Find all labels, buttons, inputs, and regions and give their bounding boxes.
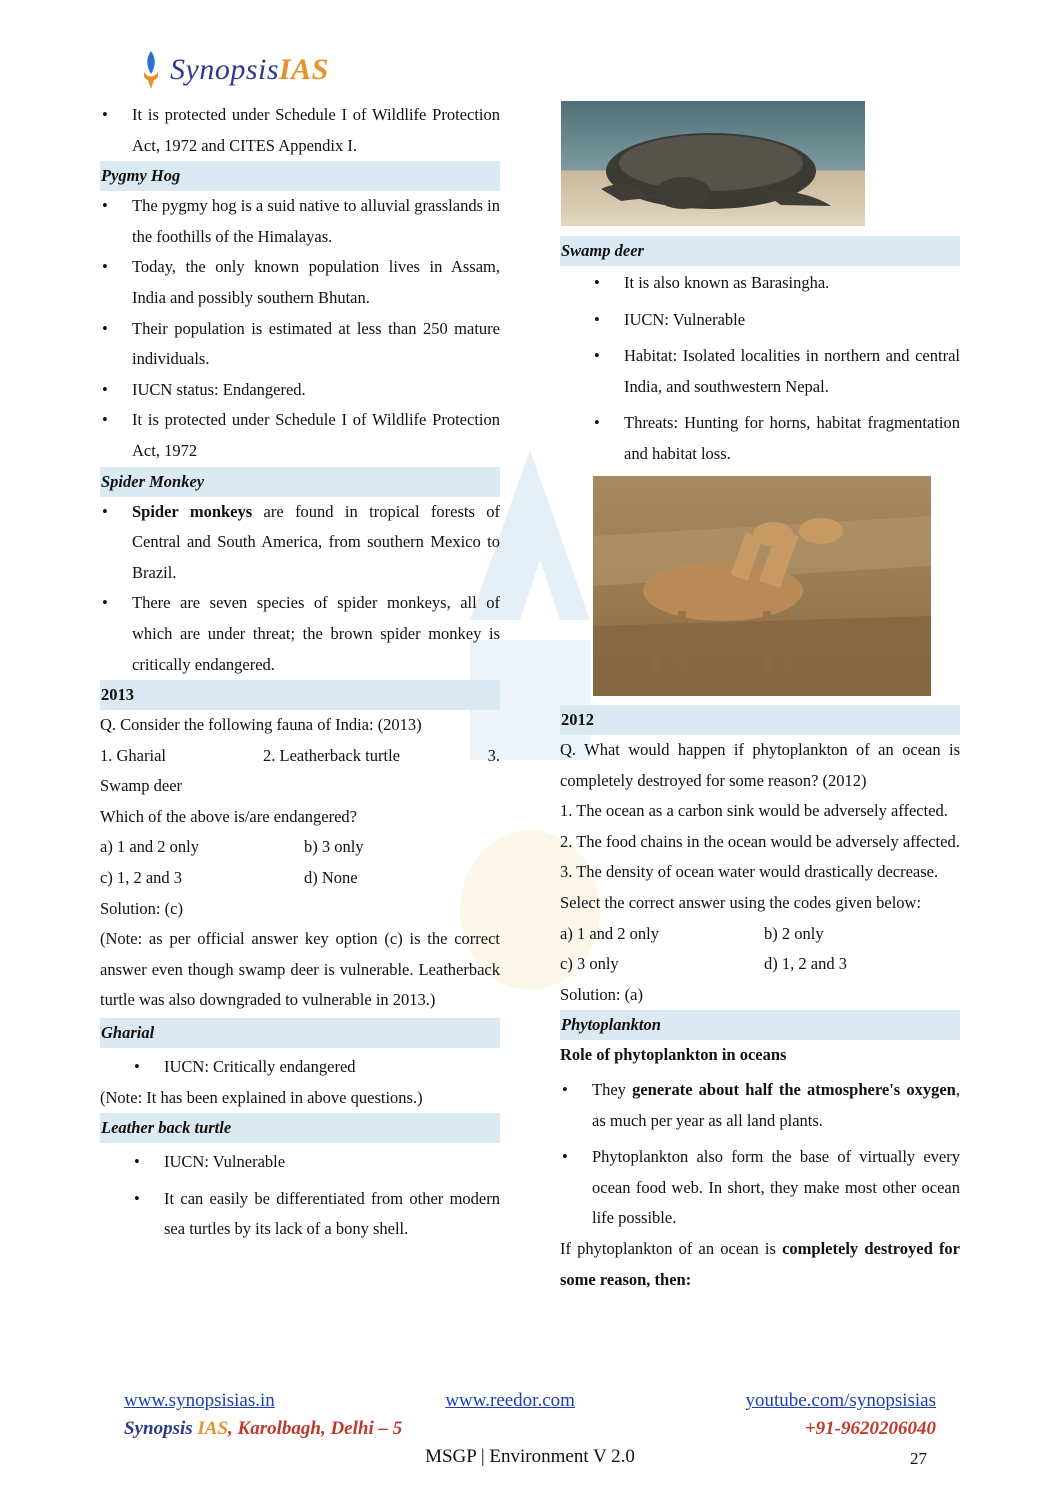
question-option-3: Swamp deer (100, 776, 183, 796)
list-item: • There are seven species of spider monkeys, all of which are under threat; the brown spider monkey is critically endangered. (100, 588, 500, 680)
list-item: • Their population is estimated at less than 250 mature individuals. (100, 314, 500, 375)
bullet-list-leather-back-turtle (100, 1147, 500, 1245)
statement-1: 1. The ocean as a carbon sink would be adversely affected. (560, 801, 948, 821)
bullet-list-spider-monkey (100, 497, 500, 681)
footer-brand: Synopsis IAS, Karolbagh, Delhi – 5 (124, 1418, 403, 1439)
section-heading-phytoplankton: Phytoplankton (560, 1010, 960, 1040)
left-column (100, 100, 500, 1251)
statement-3: 3. The density of ocean water would drastically decrease. (560, 862, 939, 882)
question-2013: Q. Consider the following fauna of India: (2013) (100, 715, 422, 735)
note-2013: (Note: as per official answer key option (c) is the correct answer even though swamp deer is vulnerable. Leatherback turtle was also downgraded to vulnerable in 2013.) (100, 929, 500, 1010)
section-heading-2012: 2012 (560, 705, 960, 735)
solution-2013: Solution: (c) (100, 898, 183, 918)
list-item: • It can easily be differentiated from other modern sea turtles by its lack of a bony shell. (100, 1184, 500, 1245)
list-item: • IUCN: Vulnerable (100, 1147, 500, 1178)
list-item: • Today, the only known population lives in Assam, India and possibly southern Bhutan. (100, 252, 500, 313)
section-heading-2013: 2013 (100, 680, 500, 710)
list-item: • Phytoplankton also form the base of virtually every ocean food web. In short, they make most other ocean life possible. (560, 1142, 960, 1234)
list-item: • IUCN: Vulnerable (560, 305, 960, 336)
solution-2012: Solution: (a) (560, 984, 643, 1004)
footer-links (124, 1390, 936, 1412)
answer-row-ab: a) 1 and 2 only b) 3 only (100, 837, 364, 857)
answer-row-cd: c) 3 only d) 1, 2 and 3 (560, 954, 847, 974)
list-item: • The pygmy hog is a suid native to alluvial grasslands in the foothills of the Himalayas. (100, 191, 500, 252)
select-instruction: Select the correct answer using the codes given below: (560, 892, 922, 912)
statement-2: 2. The food chains in the ocean would be adversely affected. (560, 831, 960, 851)
list-item: • Habitat: Isolated localities in northern and central India, and southwestern Nepal. (560, 341, 960, 402)
section-heading-spider-monkey: Spider Monkey (100, 467, 500, 497)
list-item: • It is protected under Schedule I of Wildlife Protection Act, 1972 and CITES Appendix I. (100, 100, 500, 161)
list-item: • They generate about half the atmosphere's oxygen, as much per year as all land plants. (560, 1075, 960, 1136)
youtube-link[interactable]: youtube.com/synopsisias (745, 1390, 936, 1411)
list-item: • It is protected under Schedule I of Wildlife Protection Act, 1972 (100, 405, 500, 466)
answer-row-cd: c) 1, 2 and 3 d) None (100, 868, 358, 888)
note-gharial: (Note: It has been explained in above questions.) (100, 1087, 423, 1107)
answer-row-ab: a) 1 and 2 only b) 2 only (560, 923, 824, 943)
footer-contact (124, 1418, 936, 1440)
question-ask: Which of the above is/are endangered? (100, 806, 357, 826)
list-item: • Threats: Hunting for horns, habitat fragmentation and habitat loss. (560, 408, 960, 469)
phytoplankton-conclusion: If phytoplankton of an ocean is completely destroyed for some reason, then: (560, 1238, 961, 1289)
section-heading-leather-back-turtle: Leather back turtle (100, 1113, 500, 1143)
list-item: • It is also known as Barasingha. (560, 268, 960, 299)
list-item: • IUCN: Critically endangered (100, 1052, 500, 1083)
bullet-list-gharial (100, 1052, 500, 1083)
section-heading-swamp-deer: Swamp deer (560, 236, 960, 266)
swamp-deer-photo (593, 476, 931, 696)
page-number: 27 (910, 1449, 927, 1468)
bullet-list-swamp-deer (560, 268, 960, 470)
right-column-lower (560, 705, 960, 1295)
right-column (560, 236, 960, 476)
list-item: • Spider monkeys are found in tropical forests of Central and South America, from southern Mexico to Brazil. (100, 497, 500, 589)
footer-doc-title: MSGP | Environment V 2.0 (425, 1446, 635, 1467)
logo-name: Synopsis (170, 53, 279, 86)
rocket-icon (140, 50, 162, 90)
bullet-list-phytoplankton (560, 1075, 960, 1234)
section-heading-gharial: Gharial (100, 1018, 500, 1048)
logo-accent: IAS (279, 53, 329, 86)
section-heading-pygmy-hog: Pygmy Hog (100, 161, 500, 191)
question-options-row: 1. Gharial 2. Leatherback turtle 3. (100, 745, 500, 765)
bullet-list-pygmy-hog (100, 191, 500, 466)
website-link[interactable]: www.synopsisias.in (124, 1390, 275, 1411)
footer-phone: +91-9620206040 (804, 1418, 936, 1439)
question-2012: Q. What would happen if phytoplankton of an ocean is completely destroyed for some reason? (2012) (560, 740, 960, 790)
list-item: • IUCN status: Endangered. (100, 375, 500, 406)
reedor-link[interactable]: www.reedor.com (445, 1390, 575, 1411)
sea-turtle-photo (561, 101, 865, 226)
bullet-list-intro (100, 100, 500, 161)
synopsis-ias-logo (140, 48, 329, 92)
phytoplankton-subtitle: Role of phytoplankton in oceans (560, 1045, 787, 1065)
